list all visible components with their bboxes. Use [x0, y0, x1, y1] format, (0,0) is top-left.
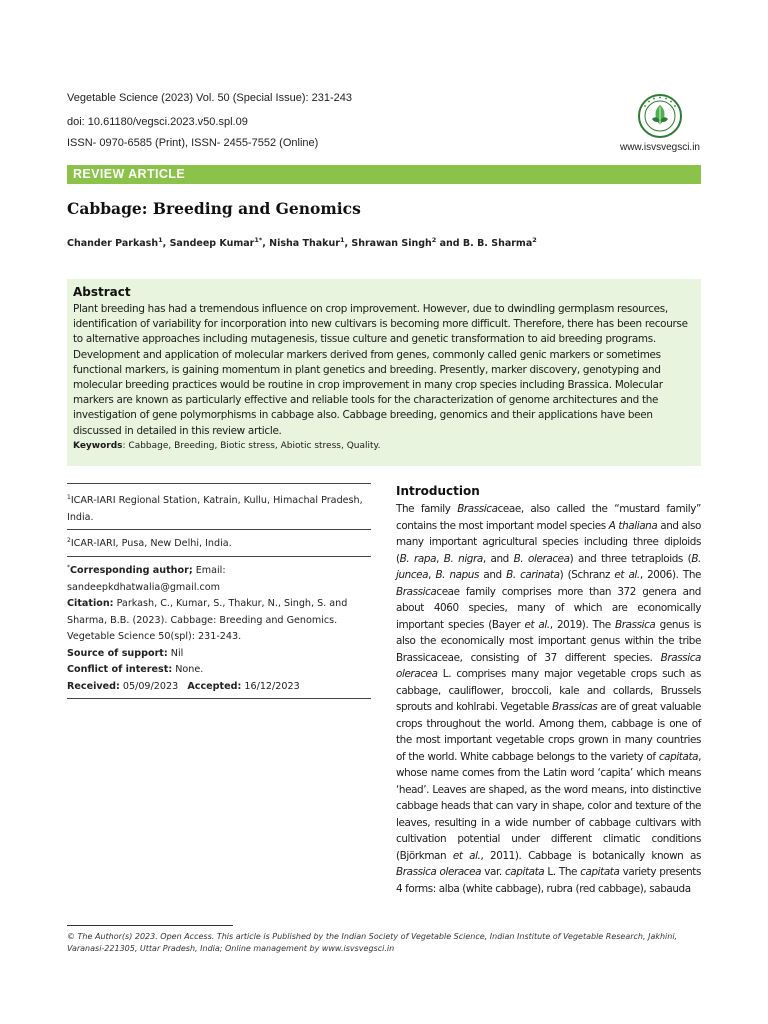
divider	[67, 698, 371, 699]
keywords-label: Keywords	[73, 440, 123, 451]
journal-citation: Vegetable Science (2023) Vol. 50 (Special Issue): 231-243	[67, 92, 352, 104]
society-seal-icon	[637, 93, 683, 139]
corresponding-author: *Corresponding author; Email: sandeepkdhatwalia@gmail.com	[67, 563, 226, 593]
article-type-banner: REVIEW ARTICLE	[67, 165, 701, 184]
issn: ISSN- 0970-6585 (Print), ISSN- 2455-7552 (Online)	[67, 137, 319, 149]
citation: Citation: Parkash, C., Kumar, S., Thakur, N., Singh, S. and Sharma, B.B. (2023). Cabbage: Breeding and Genomics. Vegetable Science 50(spl): 231-243.	[67, 598, 348, 643]
article-title: Cabbage: Breeding and Genomics	[67, 199, 361, 218]
keywords-list: : Cabbage, Breeding, Biotic stress, Abiotic stress, Quality.	[122, 440, 381, 451]
affiliation-1: $^1$ICAR-IARI Regional Station, Katrain, Kullu, Himachal Pradesh, India.	[67, 494, 363, 523]
author-name: Shrawan Singh	[351, 238, 432, 250]
article-info-column	[67, 483, 371, 699]
website-link[interactable]: www.isvsvegsci.in	[619, 142, 700, 153]
author-name: Chander Parkash	[67, 238, 159, 250]
author-affiliation-marker: 2	[431, 236, 437, 244]
divider	[67, 483, 371, 484]
copyright-footnote: © The Author(s) 2023. Open Access. This article is Published by the Indian Society of Vegetable Science, Indian Institute of Vegetable Research, Jakhini, Varanasi-221305, Uttar Pradesh, India; Online management by www.isvsvegsci.in	[67, 932, 678, 953]
introduction-section	[396, 484, 701, 897]
abstract-heading: Abstract	[73, 285, 131, 299]
keywords-line	[73, 441, 695, 451]
author-list: Chander Parkash$^1$, Sandeep Kumar$^{1*}$, Nisha Thakur$^1$, Shrawan Singh$^2$ and B. B. Sharma$^2$	[67, 236, 537, 250]
author-affiliation-marker: 1*	[254, 236, 263, 244]
conflict-of-interest: Conflict of interest: None.	[67, 664, 204, 676]
author-affiliation-marker: 2	[532, 236, 537, 244]
author-name: Sandeep Kumar	[169, 238, 255, 250]
introduction-heading: Introduction	[396, 484, 480, 498]
divider	[67, 556, 371, 557]
source-of-support: Source of support: Nil	[67, 647, 184, 659]
affiliation-2: $^2$ICAR-IARI, Pusa, New Delhi, India.	[67, 537, 232, 550]
author-name: Nisha Thakur	[269, 238, 340, 250]
divider	[67, 529, 371, 530]
abstract-box	[67, 279, 701, 466]
introduction-paragraph: The family Brassicaceae, also called the “mustard family” contains the most important model species A thaliana and also many important agricultural species including three diploids (B. rapa, B. nigra, and B. oleracea) and three tetraploids (B. juncea, B. napus and B. carinata) (Schranz et al., 2006). The Brassicaceae family comprises more than 372 genera and about 4060 species, many of which are economically important species (Bayer et al., 2019). The Brassica genus is also the economically most important genus within the tribe Brassicaceae, consisting of 37 different species. Brassica oleracea L. comprises many major vegetable crops such as cabbage, cauliflower, broccoli, kale and collards, Brussels sprouts and kohlrabi. Vegetable Brassicas are of great valuable crops throughout the world. Among them, cabbage is one of the most important vegetable crops grown in many countries of the world. White cabbage belongs to the variety of capitata, whose name comes from the Latin word ‘capita’ which means ‘head’. Leaves are shaped, as the word means, into distinctive cabbage heads that can vary in shape, color and texture of the leaves, resulting in a wide number of cabbage cultivars with cultivation potential under different climatic conditions (Björkman et al., 2011). Cabbage is botanically known as Brassica oleracea var. capitata L. The capitata variety presents 4 forms: alba (white cabbage), rubra (red cabbage), sabauda	[396, 503, 702, 895]
author-affiliation-marker: 1	[339, 236, 345, 244]
dates: Received: 05/09/2023 Accepted: 16/12/2023	[67, 680, 300, 692]
abstract-text: Plant breeding has had a tremendous influence on crop improvement. However, due to dwindling germplasm resources, identification of variability for incorporation into new cultivars is becoming more difficult. Therefore, there has been recourse to alternative approaches including mutagenesis, tissue culture and genetic transformation to aid breeding programs. Development and application of molecular markers derived from genes, commonly called genic markers or sometimes functional markers, is gaining momentum in plant genetics and breeding. Presently, marker discovery, genotyping and molecular breeding practices would be routine in crop improvement in many crop species including Brassica. Molecular markers are known as particularly effective and reliable tools for the characterization of genome architectures and the investigation of gene polymorphisms in cabbage also. Cabbage breeding, genomics and their applications have been discussed in detailed in this review article.	[73, 303, 688, 437]
author-name: B. B. Sharma	[462, 238, 533, 250]
author-affiliation-marker: 1	[158, 236, 163, 244]
doi[interactable]: doi: 10.61180/vegsci.2023.v50.spl.09	[67, 116, 248, 128]
footnote-divider	[67, 925, 233, 926]
